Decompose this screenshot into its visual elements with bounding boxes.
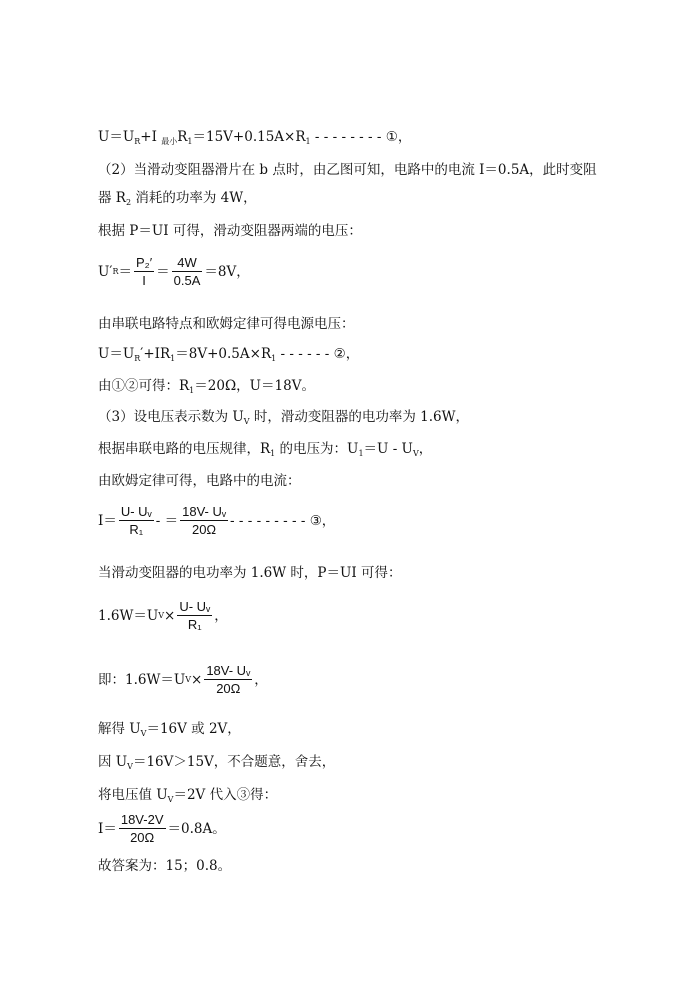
equation-line-power-1: 1.6W＝U V × $\frac{\text{U- Uᵥ}}{\text{R₁}}$ ，: [98, 599, 228, 632]
fraction-u-uv-over-r1: $\frac{\text{U- Uᵥ}}{\text{R₁}}$: [120, 504, 152, 537]
fraction-u-uv-over-r1-b: $\frac{\text{U- Uᵥ}}{\text{R₁}}$: [179, 599, 211, 632]
text-line-power-condition: 当滑动变阻器的电功率为 1.6W 时，P＝UI 可得：: [98, 565, 402, 581]
equation-line-1: $U=U_R+I$ $_{最小}R_1=15V+0.15A\times R_1$ - - - - - - - - ①，: [98, 129, 412, 146]
equation-line-2: $U=U_R'+IR_1=8V+0.5A\times R_1$ - - - - - - ②，: [98, 346, 360, 363]
text-line-answer: 故答案为：15；0.8。: [98, 858, 232, 874]
text-line-current-intro: 由欧姆定律可得，电路中的电流：: [98, 473, 301, 489]
text-line-solve: 解得 $U_V=16V$ 或 2V，: [98, 721, 241, 738]
text-line-result: 由①②可得：$R_1=20\Omega$，U＝18V。: [98, 378, 315, 395]
text-line-substitute: 将电压值 $U_V=2V$ 代入③得：: [98, 787, 278, 804]
equation-line-final-current: I＝ $\frac{18V-2V}{20\Omega}$ ＝0.8A。: [98, 812, 226, 845]
text-line-series-intro: 由串联电路特点和欧姆定律可得电源电压：: [98, 316, 355, 332]
text-line-power: 器 $R_2$ 消耗的功率为 4W，: [98, 190, 257, 207]
fraction-p2-over-i: $\frac{\text{P₂′}}{I}$: [135, 255, 153, 288]
equation-line-power-2: 即：1.6W＝U V × $\frac{\text{18V- Uᵥ}}{20\Omega}$ ，: [98, 663, 268, 696]
fraction-16v-over-20ohm: $\frac{18V-2V}{20\Omega}$: [120, 812, 164, 845]
fraction-4w-over-05a: $\frac{4W}{0.5A}$: [173, 255, 201, 288]
text-line-part3: （3）设电压表示数为 $U_V$ 时，滑动变阻器的电功率为 1.6W，: [98, 409, 469, 426]
text-line-part2: （2）当滑动变阻器滑片在 b 点时，由乙图可知，电路中的电流 I＝0.5A，此时变阻: [98, 162, 597, 178]
text-line-voltage-intro: 根据 P＝UI 可得，滑动变阻器两端的电压：: [98, 223, 362, 239]
fraction-18v-uv-over-20ohm-b: $\frac{\text{18V- Uᵥ}}{20\Omega}$: [206, 663, 251, 696]
text-line-reject: 因 $U_V=16V>15V$，不合题意，舍去，: [98, 754, 336, 771]
equation-line-ur: U′ R ＝ $\frac{\text{P₂′}}{I}$ ＝ $\frac{4W}{0.5A}$ ＝8V，: [98, 255, 250, 288]
text-line-r1-voltage: 根据串联电路的电压规律，$R_1$ 的电压为：$U_1=U - U_V$，: [98, 441, 433, 458]
fraction-18v-uv-over-20ohm: $\frac{\text{18V- Uᵥ}}{20\Omega}$: [182, 504, 227, 537]
equation-line-3: I＝ $\frac{\text{U- Uᵥ}}{\text{R₁}}$ - ＝ $\frac{\text{18V- Uᵥ}}{20\Omega}$ - - - - - - - - - ③，: [98, 504, 336, 537]
